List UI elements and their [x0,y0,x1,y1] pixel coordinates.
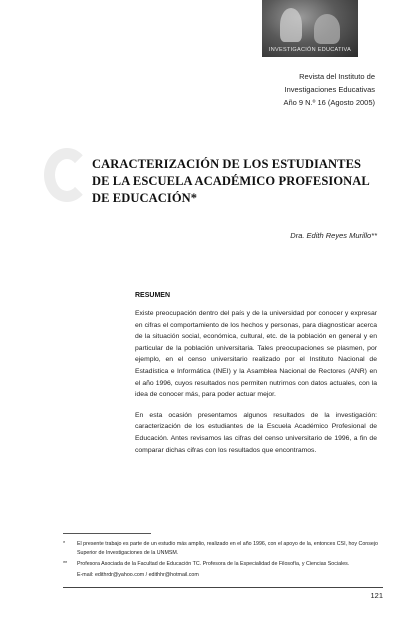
footnote-item [63,540,383,558]
title-line-3: DE EDUCACIÓN* [92,191,198,205]
footnote-text: El presente trabajo es parte de un estudio más amplio, realizado en el año 1996, con el apoyo de la, entonces CSI, hoy Consejo Superior de Investigaciones de la UNMSM. [77,541,378,556]
page-number: 121 [370,591,383,600]
footnote-mark: ** [63,561,68,567]
footnote-item [63,571,383,580]
abstract-body [135,308,377,465]
title-line-1: CARACTERIZACIÓN DE LOS ESTUDIANTES [92,157,362,171]
footnote-email[interactable]: E-mail: edithrdr@yahoo.com / edithhr@hotmail.com [77,572,199,578]
title-line-2: DE LA ESCUELA ACADÉMICO PROFESIONAL [92,174,370,188]
journal-line-1: Revista del Instituto de [299,72,375,81]
article-title [92,156,382,207]
footnote-text: Profesora Asociada de la Facultad de Educación TC. Profesora de la Especialidad de Filosofía, y Ciencias Sociales. [77,561,350,567]
title-decoration-arc [44,148,90,202]
abstract-paragraph: En esta ocasión presentamos algunos resultados de la investigación: caracterización de los estudiantes de la Escuela Académico Profesional de Educación. Antes revisamos las cifras del censo universitario de 1996, a fin de comparar dichas cifras con los resultados que encontramos. [135,411,377,454]
page-bottom-rule [63,587,383,588]
painting-figure-right [314,14,340,44]
footnote-item [63,560,383,569]
abstract-paragraph: Existe preocupación dentro del país y de la universidad por conocer y expresar en cifras el comportamiento de los hechos y personas, para diagnosticar acerca de la situación social, económica, cultural, etc. de la población en general y en particular de la población universitaria. Tales preocupaciones se plasmen, por ejemplo, en el censo universitario realizado por el Instituto Nacional de Estadística e Informática (INEI) y la Asamblea Nacional de Rectores (ANR) en el año 1996, cuyos resultados nos permiten nutrirnos con datos actuales, con la idea de conocer más, para poder actuar mejor. [135,310,377,399]
footnote-mark [63,571,77,580]
header-painting-image [262,0,358,57]
journal-line-3: Año 9 N.º 16 (Agosto 2005) [283,98,375,107]
footnote-mark: * [63,541,66,547]
footnotes [63,540,383,582]
journal-info [205,70,375,109]
header-image-caption: INVESTIGACIÓN EDUCATIVA [268,47,352,53]
abstract-heading: RESUMEN [135,292,171,299]
author-name: Dra. Edith Reyes Murillo** [290,231,377,240]
painting-figure-left [280,8,302,42]
footnote-divider [63,533,151,534]
journal-line-2: Investigaciones Educativas [284,85,375,94]
